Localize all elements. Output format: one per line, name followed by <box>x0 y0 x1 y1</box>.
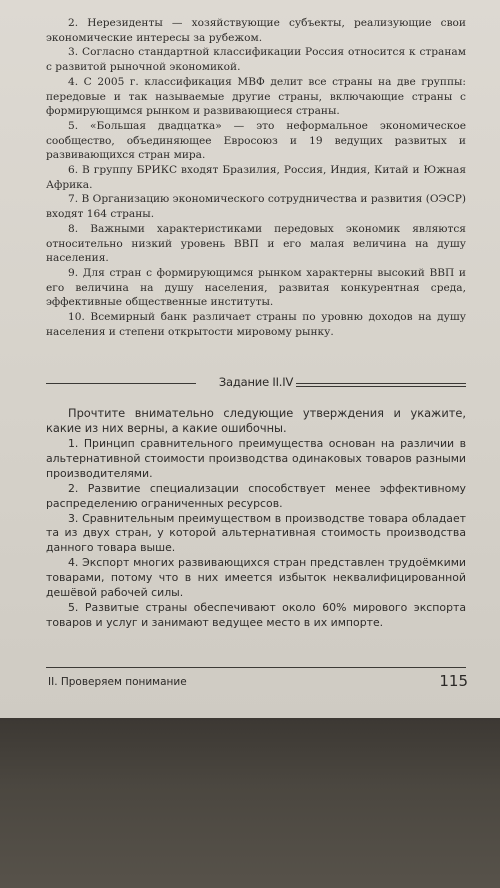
section-title: Задание II.IV <box>218 375 294 389</box>
list-item: 2. Развитие специализации способствует менее эффективному распределению ограниченных ресурсов. <box>46 481 466 510</box>
list-item: 8. Важными характеристиками передовых экономик являются относительно низкий уровень ВВП и его малая величина на душу населения. <box>46 222 466 265</box>
list-item: 5. «Большая двадцатка» — это неформальное экономическое сообщество, объединяющее Евросоюз и 19 ведущих развитых и развивающихся стран мира. <box>46 119 466 162</box>
list-item: 3. Согласно стандартной классификации Россия относится к странам с развитой рыночной экономикой. <box>46 46 466 74</box>
list-item: 9. Для стран с формирующимся рынком характерны высокий ВВП и его величина на душу населения, развитая конкурентная среда, эффективные общественные институты. <box>46 266 466 309</box>
footer-divider <box>46 667 466 668</box>
page-number: 115 <box>439 672 468 690</box>
statement-list-top <box>46 16 466 339</box>
heading-rule-left <box>46 383 196 384</box>
list-item: 7. В Организацию экономического сотрудничества и развития (ОЭСР) входят 164 страны. <box>46 193 466 221</box>
heading-rule-right <box>296 383 466 384</box>
list-item: 5. Развитые страны обеспечивают около 60% мирового экспорта товаров и услуг и занимают ведущее место в их импорте. <box>46 600 466 629</box>
list-item: 2. Нерезиденты — хозяйствующие субъекты, реализующие свои экономические интересы за рубежом. <box>46 17 466 44</box>
running-title: II. Проверяем понимание <box>48 676 187 688</box>
background-surface <box>0 718 500 888</box>
task-instructions: Прочтите внимательно следующие утверждения и укажите, какие из них верны, а какие ошибочны. <box>46 406 466 435</box>
list-item: 10. Всемирный банк различает страны по уровню доходов на душу населения и степени открытости мировому рынку. <box>46 311 466 338</box>
section-heading <box>46 375 466 393</box>
list-item: 4. С 2005 г. классификация МВФ делит все страны на две группы: передовые и так называемые другие страны, включающие страны с формирующимся рынком и развивающиеся страны. <box>46 75 466 118</box>
heading-rule-right-double <box>296 386 466 387</box>
list-item: 4. Экспорт многих развивающихся стран представлен трудоёмкими товарами, потому что в них имеется избыток неквалифицированной дешёвой рабочей силы. <box>46 556 466 600</box>
list-item: 6. В группу БРИКС входят Бразилия, Россия, Индия, Китай и Южная Африка. <box>46 164 466 191</box>
list-item: 3. Сравнительным преимуществом в производстве товара обладает та из двух стран, у которой альтернативная стоимость производства данного товара выше. <box>46 511 466 555</box>
task-block <box>46 406 466 631</box>
list-item: 1. Принцип сравнительного преимущества основан на различии в альтернативной стоимости производства одинаковых товаров разными производителями. <box>46 437 466 480</box>
